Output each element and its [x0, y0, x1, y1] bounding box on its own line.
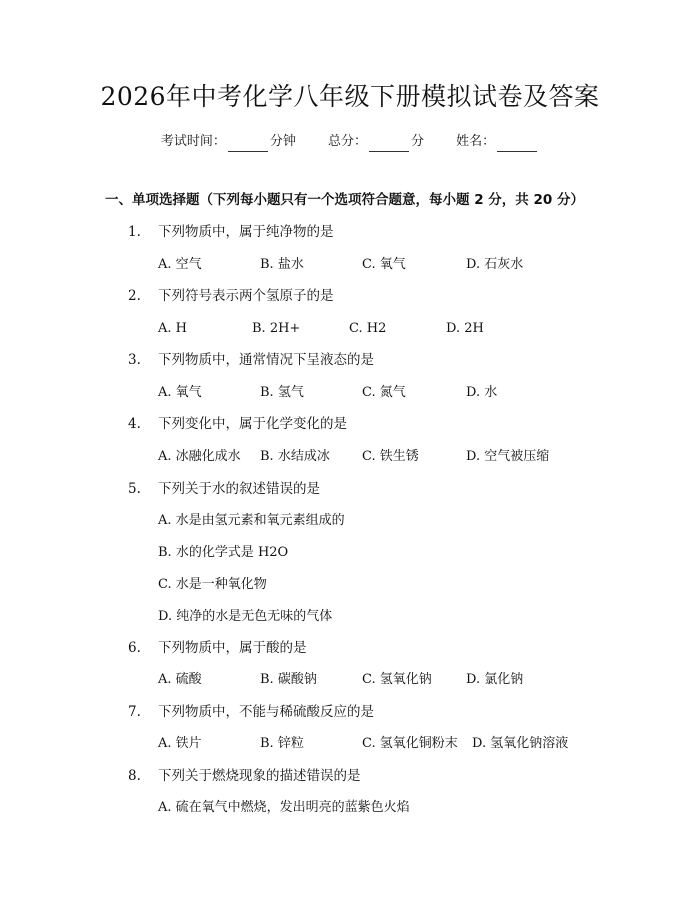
time-label: 考试时间： [160, 134, 226, 149]
option: D. 2H [446, 321, 484, 336]
exam-title: 2026年中考化学八年级下册模拟试卷及答案 [100, 82, 600, 111]
option: C. 氮气 [362, 385, 406, 400]
option: C. H2 [349, 321, 387, 336]
question-stem: 5. 下列关于水的叙述错误的是 [128, 481, 320, 497]
question-stem: 3. 下列物质中，通常情况下呈液态的是 [128, 352, 374, 368]
option: D. 石灰水 [466, 257, 524, 272]
section-heading: 一、单项选择题（下列每小题只有一个选项符合题意，每小题 2 分，共 20 分） [105, 192, 584, 208]
option: A. 冰融化成水 [158, 449, 241, 464]
score-unit: 分 [411, 134, 425, 149]
question-stem: 8. 下列关于燃烧现象的描述错误的是 [128, 768, 361, 784]
question-stem: 2. 下列符号表示两个氢原子的是 [128, 288, 334, 304]
option: B. 水结成冰 [260, 449, 330, 464]
option: B. 2H+ [252, 321, 301, 336]
option: A. 氧气 [158, 385, 202, 400]
option: D. 氢氧化钠溶液 [472, 736, 569, 751]
student-name [456, 132, 539, 152]
exam-meta [0, 132, 700, 152]
option: A. 铁片 [158, 736, 202, 751]
option: C. 氢氧化铜粉末 [362, 736, 458, 751]
option: B. 盐水 [260, 257, 304, 272]
time-blank[interactable] [228, 137, 268, 152]
total-score [328, 132, 424, 152]
option: B. 氢气 [260, 385, 304, 400]
exam-time [161, 132, 296, 152]
option: C. 氧气 [362, 257, 406, 272]
option: B. 水的化学式是 H2O [158, 545, 289, 560]
name-blank[interactable] [497, 137, 537, 152]
question-stem: 7. 下列物质中，不能与稀硫酸反应的是 [128, 704, 374, 720]
option: D. 纯净的水是无色无味的气体 [158, 609, 333, 624]
option: A. 空气 [158, 257, 202, 272]
option: D. 空气被压缩 [466, 449, 550, 464]
option: D. 水 [466, 385, 498, 400]
option: A. H [158, 321, 187, 336]
option: A. 硫在氧气中燃烧，发出明亮的蓝紫色火焰 [158, 800, 410, 815]
question-stem: 4. 下列变化中，属于化学变化的是 [128, 416, 347, 432]
option: A. 硫酸 [158, 672, 202, 687]
option: C. 氢氧化钠 [362, 672, 432, 687]
score-blank[interactable] [369, 137, 409, 152]
option: C. 铁生锈 [362, 449, 419, 464]
option: A. 水是由氢元素和氧元素组成的 [158, 513, 345, 528]
question-stem: 1. 下列物质中，属于纯净物的是 [128, 224, 334, 240]
question-stem: 6. 下列物质中，属于酸的是 [128, 640, 307, 656]
option: C. 水是一种氧化物 [158, 577, 267, 592]
option: D. 氯化钠 [466, 672, 524, 687]
score-label: 总分： [327, 134, 367, 149]
option: B. 碳酸钠 [260, 672, 317, 687]
name-label: 姓名： [456, 134, 496, 149]
time-unit: 分钟 [269, 134, 296, 149]
option: B. 锌粒 [260, 736, 304, 751]
